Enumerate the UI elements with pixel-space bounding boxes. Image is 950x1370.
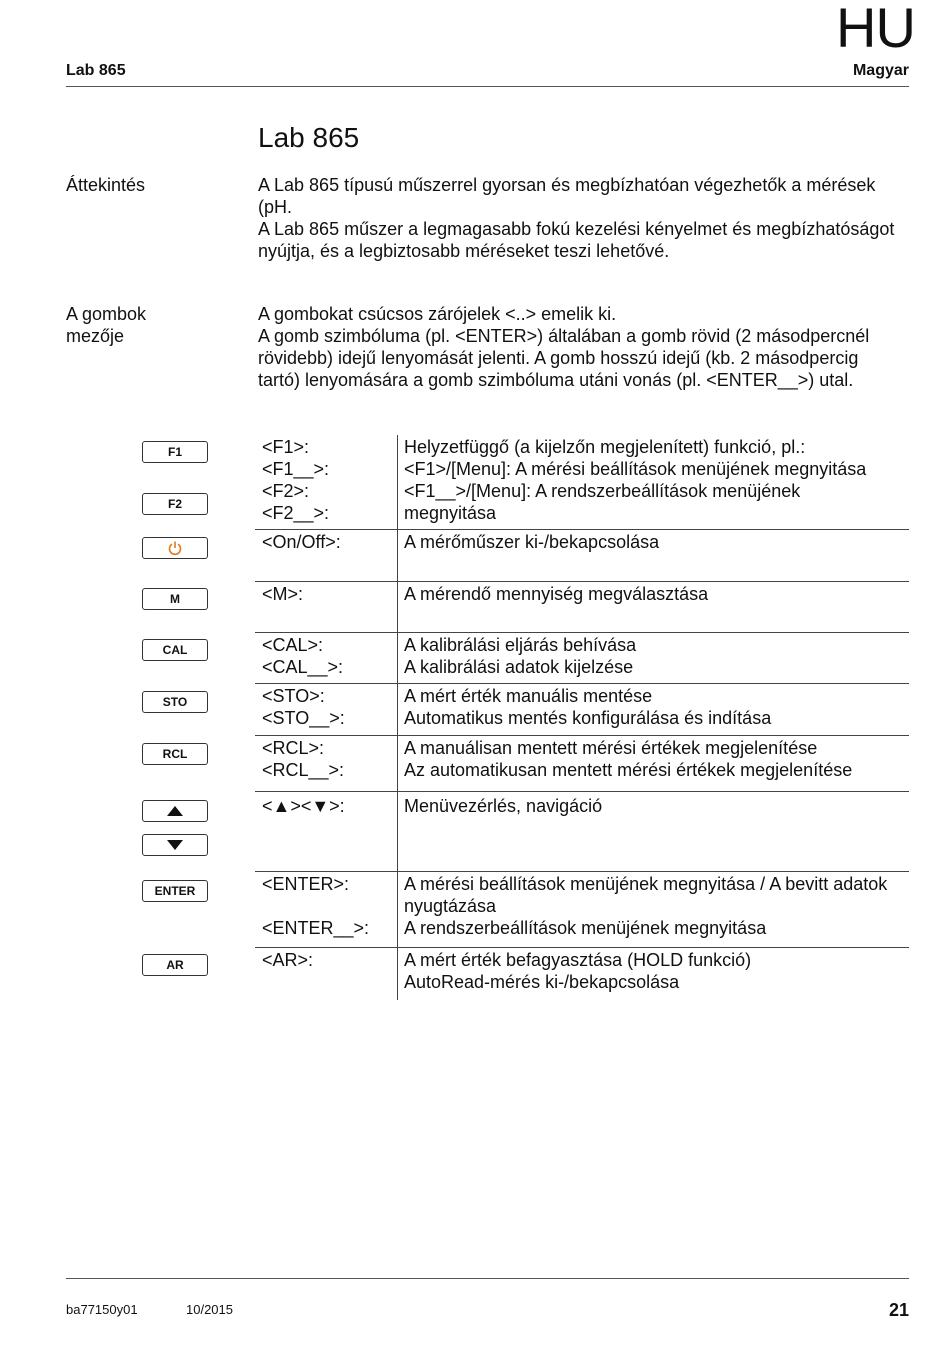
key-cell bbox=[255, 435, 398, 529]
text-line: A Lab 865 típusú műszerrel gyorsan és megbízhatóan végezhetők a mérések bbox=[258, 175, 876, 195]
key-up bbox=[142, 800, 208, 822]
key-table bbox=[255, 435, 909, 1000]
key-m: M bbox=[142, 588, 208, 610]
key-symbol: <STO__>: bbox=[262, 708, 345, 728]
heading-line: A gombok bbox=[66, 304, 147, 324]
table-row bbox=[255, 633, 909, 684]
key-symbol: <AR>: bbox=[262, 950, 314, 970]
desc-line: A manuálisan mentett mérési értékek megjelenítése bbox=[404, 738, 818, 758]
key-symbol: <M>: bbox=[262, 584, 304, 604]
desc-line: Az automatikusan mentett mérési értékek megjelenítése bbox=[404, 760, 853, 780]
table-row bbox=[255, 948, 909, 1000]
desc-line: <F1>/[Menu]: A mérési beállítások menüjének megnyitása bbox=[404, 459, 867, 479]
key-cell bbox=[255, 792, 398, 871]
key-ar: AR bbox=[142, 954, 208, 976]
desc-line: AutoRead-mérés ki-/bekapcsolása bbox=[404, 972, 680, 992]
key-cell bbox=[255, 582, 398, 632]
text-line: rövidebb) idejű lenyomását jelenti. A gomb hosszú idejű (kb. 2 másodpercig bbox=[258, 348, 859, 368]
key-cell bbox=[255, 633, 398, 683]
arrow-up-icon bbox=[167, 806, 183, 816]
key-symbol: <F1>: bbox=[262, 437, 310, 457]
key-symbol: <STO>: bbox=[262, 686, 325, 706]
table-row bbox=[255, 530, 909, 582]
desc-line: A kalibrálási adatok kijelzése bbox=[404, 657, 634, 677]
key-symbol: <ENTER__>: bbox=[262, 918, 370, 938]
desc-cell bbox=[398, 872, 909, 947]
key-symbol: <F2__>: bbox=[262, 503, 330, 523]
key-cal: CAL bbox=[142, 639, 208, 661]
overview-heading: Áttekintés bbox=[66, 175, 146, 195]
key-symbol: <CAL>: bbox=[262, 635, 324, 655]
key-symbol: <RCL>: bbox=[262, 738, 325, 758]
overview-text bbox=[258, 174, 908, 262]
keypad-heading bbox=[66, 303, 146, 347]
desc-line: A mérőműszer ki-/bekapcsolása bbox=[404, 532, 660, 552]
keypad-text bbox=[258, 303, 908, 391]
desc-line: A mérendő mennyiség megválasztása bbox=[404, 584, 709, 604]
text-line: A Lab 865 műszer a legmagasabb fokú kezelési kényelmet és megbízhatóságot bbox=[258, 219, 895, 239]
document-code: ba77150y01 bbox=[66, 1302, 138, 1317]
table-row bbox=[255, 736, 909, 792]
desc-cell bbox=[398, 633, 909, 683]
desc-line: A mért érték befagyasztása (HOLD funkció) bbox=[404, 950, 752, 970]
key-symbol bbox=[262, 895, 397, 917]
key-f1: F1 bbox=[142, 441, 208, 463]
key-f2: F2 bbox=[142, 493, 208, 515]
desc-line: Automatikus mentés konfigurálása és indítása bbox=[404, 708, 772, 728]
text-line: (pH. bbox=[258, 197, 293, 217]
desc-cell bbox=[398, 684, 909, 735]
key-onoff bbox=[142, 537, 208, 559]
key-symbol: <▲><▼>: bbox=[262, 796, 345, 816]
table-row bbox=[255, 684, 909, 736]
key-cell bbox=[255, 872, 398, 947]
text-line: tartó) lenyomására a gomb szimbóluma utáni vonás (pl. <ENTER__>) utal. bbox=[258, 370, 854, 390]
heading-line: mezője bbox=[66, 326, 125, 346]
desc-line: megnyitása bbox=[404, 503, 497, 523]
desc-cell bbox=[398, 736, 909, 791]
key-sto: STO bbox=[142, 691, 208, 713]
power-icon bbox=[167, 540, 183, 556]
page-number: 21 bbox=[888, 1300, 909, 1320]
footer-rule bbox=[66, 1278, 909, 1279]
table-row bbox=[255, 872, 909, 948]
table-row bbox=[255, 435, 909, 530]
key-down bbox=[142, 834, 208, 856]
desc-line: Menüvezérlés, navigáció bbox=[404, 796, 603, 816]
text-line: nyújtja, és a legbiztosabb méréseket teszi lehetővé. bbox=[258, 241, 670, 261]
key-symbol: <CAL__>: bbox=[262, 657, 344, 677]
key-symbol: <F2>: bbox=[262, 481, 310, 501]
desc-line: A mérési beállítások menüjének megnyitása / A bevitt adatok bbox=[404, 874, 888, 894]
desc-cell bbox=[398, 435, 909, 529]
text-line: A gomb szimbóluma (pl. <ENTER>) általában a gomb rövid (2 másodpercnél bbox=[258, 326, 870, 346]
key-symbol: <RCL__>: bbox=[262, 760, 345, 780]
header-language: Magyar bbox=[852, 62, 909, 79]
language-code: HU bbox=[836, 0, 915, 59]
desc-line: A mért érték manuális mentése bbox=[404, 686, 653, 706]
key-cell bbox=[255, 530, 398, 581]
table-row bbox=[255, 792, 909, 872]
key-rcl: RCL bbox=[142, 743, 208, 765]
key-symbol: <ENTER>: bbox=[262, 874, 350, 894]
key-cell bbox=[255, 684, 398, 735]
key-symbol: <On/Off>: bbox=[262, 532, 341, 552]
table-row bbox=[255, 582, 909, 633]
desc-line: A rendszerbeállítások menüjének megnyitása bbox=[404, 918, 767, 938]
desc-line: A kalibrálási eljárás behívása bbox=[404, 635, 637, 655]
document-date: 10/2015 bbox=[186, 1302, 233, 1317]
key-cell bbox=[255, 736, 398, 791]
desc-cell bbox=[398, 582, 909, 632]
arrow-down-icon bbox=[167, 840, 183, 850]
desc-cell bbox=[398, 948, 909, 1000]
key-cell bbox=[255, 948, 398, 1000]
header-product: Lab 865 bbox=[66, 62, 126, 79]
page-title: Lab 865 bbox=[258, 122, 360, 153]
desc-line: Helyzetfüggő (a kijelzőn megjelenített) funkció, pl.: bbox=[404, 437, 806, 457]
header-rule bbox=[66, 86, 909, 87]
desc-line: nyugtázása bbox=[404, 896, 497, 916]
desc-cell bbox=[398, 792, 909, 871]
desc-cell bbox=[398, 530, 909, 581]
desc-line: <F1__>/[Menu]: A rendszerbeállítások menüjének bbox=[404, 481, 801, 501]
text-line: A gombokat csúcsos zárójelek <..> emelik ki. bbox=[258, 304, 617, 324]
key-enter: ENTER bbox=[142, 880, 208, 902]
key-symbol: <F1__>: bbox=[262, 459, 330, 479]
